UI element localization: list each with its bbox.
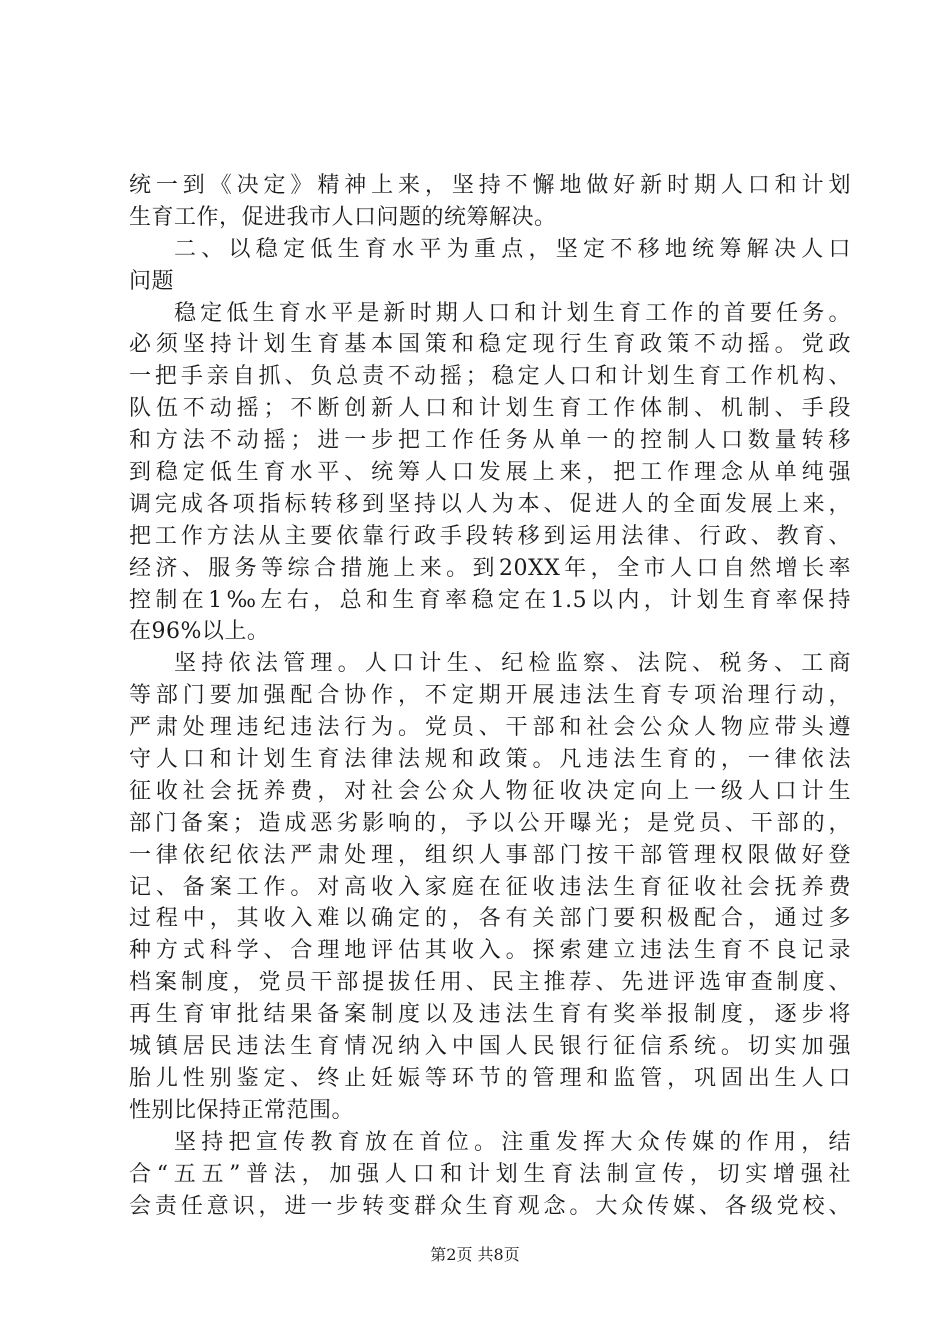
text-line: 过程中，其收入难以确定的，各有关部门要积极配合，通过多 <box>129 906 851 932</box>
text-line: 城镇居民违法生育情况纳入中国人民银行征信系统。切实加强 <box>129 1034 851 1060</box>
text-line: 在96%以上。 <box>129 619 270 645</box>
page-number: 第2页 共8页 <box>430 1245 520 1264</box>
text-line: 必须坚持计划生育基本国策和稳定现行生育政策不动摇。党政 <box>129 332 851 358</box>
text-line: 档案制度，党员干部提拔任用、民主推荐、先进评选审查制度、 <box>129 970 851 996</box>
text-line: 坚持把宣传教育放在首位。注重发挥大众传媒的作用，结 <box>174 1129 851 1155</box>
text-line: 会责任意识，进一步转变群众生育观念。大众传媒、各级党校、 <box>129 1193 851 1219</box>
text-line: 严肃处理违纪违法行为。党员、干部和社会公众人物应带头遵 <box>129 715 851 741</box>
text-line: 部门备案；造成恶劣影响的，予以公开曝光；是党员、干部的， <box>129 810 851 836</box>
text-line: 一律依纪依法严肃处理，组织人事部门按干部管理权限做好登 <box>129 842 851 868</box>
text-line: 稳定低生育水平是新时期人口和计划生育工作的首要任务。 <box>174 300 851 326</box>
text-line: 一把手亲自抓、负总责不动摇；稳定人口和计划生育工作机构、 <box>129 364 851 390</box>
section-heading: 二、以稳定低生育水平为重点，坚定不移地统筹解决人口 <box>174 236 851 262</box>
text-line: 生育工作，促进我市人口问题的统筹解决。 <box>129 204 557 230</box>
text-line: 再生育审批结果备案制度以及违法生育有奖举报制度，逐步将 <box>129 1002 851 1028</box>
text-line: 经济、服务等综合措施上来。到20XX年，全市人口自然增长率 <box>129 555 851 581</box>
text-line: 控制在1‰左右，总和生育率稳定在1.5以内，计划生育率保持 <box>129 587 851 613</box>
text-line: 把工作方法从主要依靠行政手段转移到运用法律、行政、教育、 <box>129 523 851 549</box>
text-line: 和方法不动摇；进一步把工作任务从单一的控制人口数量转移 <box>129 428 851 454</box>
text-line: 种方式科学、合理地评估其收入。探索建立违法生育不良记录 <box>129 938 851 964</box>
section-heading: 问题 <box>129 268 175 294</box>
text-line: 统一到《决定》精神上来，坚持不懈地做好新时期人口和计划 <box>129 173 851 198</box>
text-line: 征收社会抚养费，对社会公众人物征收决定向上一级人口计生 <box>129 778 851 804</box>
text-line: 到稳定低生育水平、统筹人口发展上来，把工作理念从单纯强 <box>129 460 851 486</box>
document-body <box>129 170 851 1222</box>
text-line: 队伍不动摇；不断创新人口和计划生育工作体制、机制、手段 <box>129 396 851 422</box>
text-line: 胎儿性别鉴定、终止妊娠等环节的管理和监管，巩固出生人口 <box>129 1065 851 1091</box>
text-line: 合“五五”普法，加强人口和计划生育法制宣传，切实增强社 <box>129 1161 851 1187</box>
text-line: 等部门要加强配合协作，不定期开展违法生育专项治理行动， <box>129 683 851 709</box>
text-line: 记、备案工作。对高收入家庭在征收违法生育征收社会抚养费 <box>129 874 851 900</box>
text-line: 坚持依法管理。人口计生、纪检监察、法院、税务、工商 <box>174 651 851 677</box>
text-line: 调完成各项指标转移到坚持以人为本、促进人的全面发展上来， <box>129 491 851 517</box>
text-line: 性别比保持正常范围。 <box>129 1097 355 1123</box>
text-line: 守人口和计划生育法律法规和政策。凡违法生育的，一律依法 <box>129 747 851 773</box>
